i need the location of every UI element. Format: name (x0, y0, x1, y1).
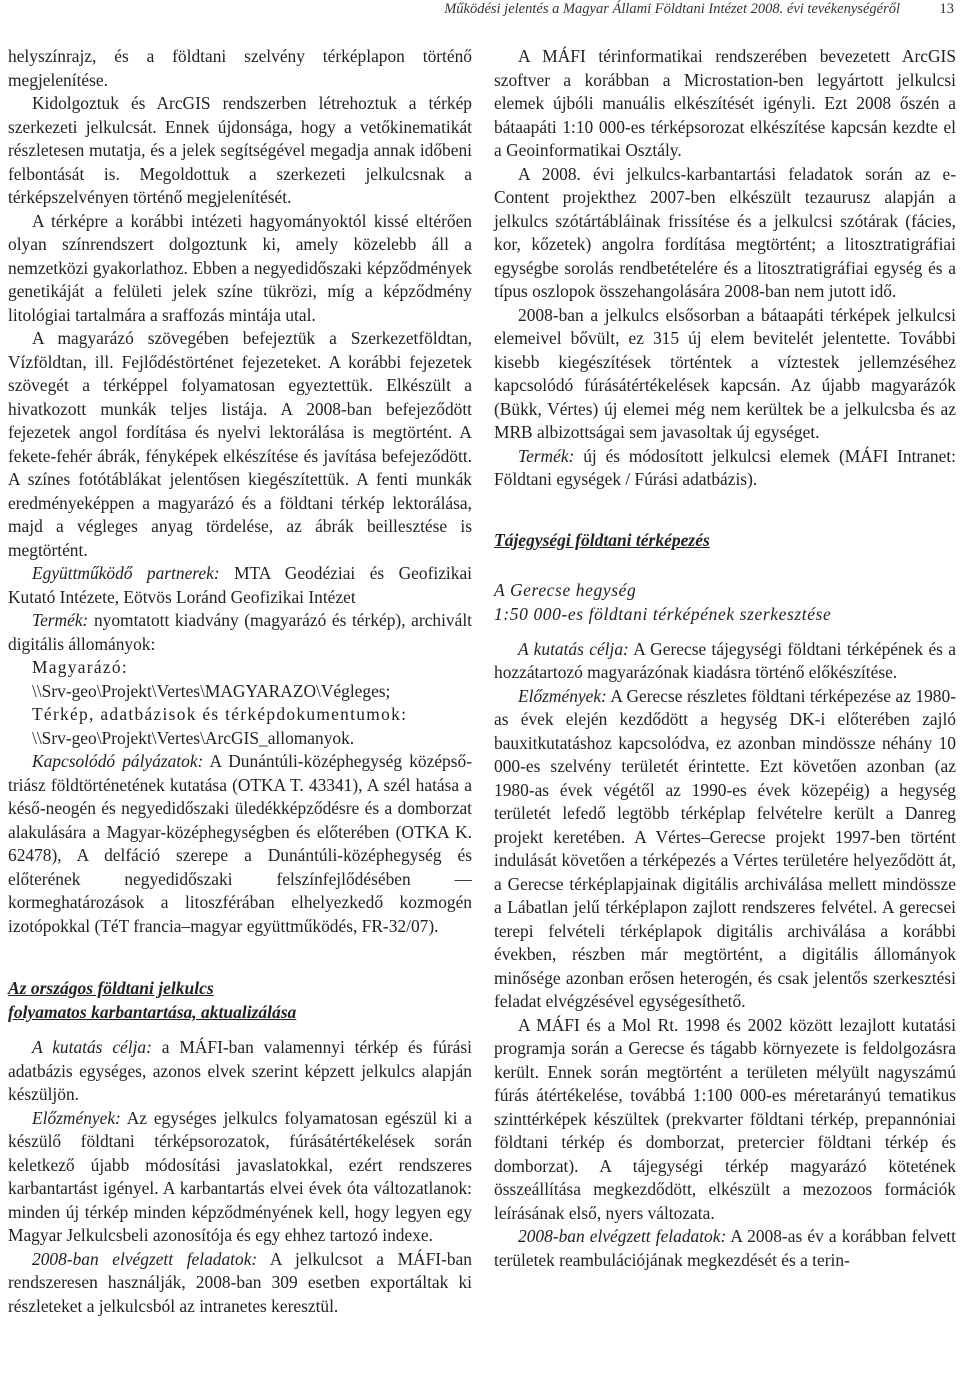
magyarazo-label: Magyarázó: (32, 657, 129, 677)
aim-paragraph (494, 638, 956, 685)
terkep-path: \\Srv-geo\Projekt\Vertes\ArcGIS_allomanyok. (32, 727, 355, 748)
grants-paragraph (8, 750, 472, 938)
aim-text: A Gerecse tájegységi földtani térképének és a hozzátartozó magyarázónak kiadásra történő előkészítése. (494, 638, 957, 682)
antecedents-paragraph (8, 1107, 472, 1248)
antecedents-text: A Gerecse részletes földtani térképezése az 1980-as évek elején kezdődött a hegység DK-i előterében zajló bauxitkutatáshoz kapcsolódva, ez azonban mindössze néhány 10 000-es szelvény területét érintette. Ezt követően azonban (az 1980-as évek végétől az 1990-es évek közepéig) a hegység területét lefedő legtöbb térképlap felvételre került a Danreg projekt keretében. A Vértes–Gerecse projekt 1997-ben történt indulását követően a térképezés a Vértes területére helyeződött át, a Gerecse térképlapjainak digitális archiválása mellett mindössze a Lábatlan jelű térképlapon zajlott rendszeres felvétel. A gerecsei terepi felvételi térképlapok digitális archiválása a korábbi években, részben már megtörtént, a digitális állományok minősége azonban erősen heterogén, és csak jelentős szerkesztési feladat elvégzésével egységesíthető. (494, 685, 956, 1011)
terkep-label: Térkép, adatbázisok és térképdokumentumok: (32, 704, 408, 724)
product-label: Termék: (518, 445, 575, 466)
paragraph: Kidolgoztuk és ArcGIS rendszerben létrehoztuk a térkép szerkezeti jelkulcsát. Ennek újdonsága, hogy a vetőkinematikát részletesen mutatja, és a jelek segítségével megadja annak időbeni felbontását is. Megoldottuk a szerkezeti jelkulcsnak a térképszelvényen történő megjelenítését. (8, 93, 472, 207)
tasks-label: 2008-ban elvégzett feladatok: (32, 1248, 258, 1269)
paragraph: 2008-ban a jelkulcs elsősorban a bátaapáti térképek jelkulcsi elemeivel bővült, ez 315 új elem bevitelét jelentette. További kisebb kiegészítések történtek a víztestek jellemzéséhez kapcsolódó fúrásátértékelések kapcsán. Az újabb magyarázók (Bükk, Vértes) új elemei még nem kerültek be a jelkulcsba és az MRB albizottságai sem javasoltak új egységet. (494, 304, 956, 442)
partners-paragraph (8, 562, 472, 609)
aim-paragraph (8, 1036, 472, 1107)
antecedents-label: Előzmények: (518, 685, 607, 706)
antecedents-paragraph (494, 685, 956, 1014)
paragraph: A MÁFI térinformatikai rendszerében bevezetett ArcGIS szoftver a korábban a Microstation-ben legyártott jelkulcsi elemek újbóli manuális elkészítését igényli. Ezt 2008 őszén a bátaapáti 1:10 000-es térképsorozat elkészítése kapcsán kezdte el a Geoinformatikai Osztály. (494, 46, 956, 160)
product-paragraph (494, 445, 956, 492)
aim-text: a MÁFI-ban valamennyi térkép és fúrási adatbázis egységes, azonos elvek szerint képzett jelkulcs alapján készüljön. (8, 1037, 472, 1104)
antecedents-text: Az egységes jelkulcs folyamatosan egészül ki a készülő földtani térképsorozatok, fúrásátértékelések során keletkező újabb módosítási javaslatokkal, ezért rendszeres karbantartást igényel. A karbantartás elvei évek óta változatlanok: minden új térkép minden képződményének kell, hogy legyen egy Magyar Jelkulcsbeli azonosítója és egy ehhez tartozó indexe. (8, 1107, 472, 1245)
paragraph: A térképre a korábbi intézeti hagyományoktól kissé eltérően olyan színrendszert dolgoztunk ki, amely közelebb áll a nemzetközi gyakorlathoz. Ebben a negyedidőszaki képződmények genetikáját a felületi jelek színe tükrözi, míg a képződmény litológiai tartalmára a sraffozás mintája utal. (8, 210, 472, 325)
paragraph: A 2008. évi jelkulcs-karbantartási feladatok során az e-Content projekthez 2007-ben elkészült tezaurusz alapján a jelkulcs szótártábláinak frissítése és a jelkulcsi szótárak (fácies, kor, kőzetek) angolra fordítása megtörtént; a litosztratigráfiai egységbe sorolás rendbetételére és a litosztratigráfiai egység és a típus oszlopok összehangolására 2008-ban nem jutott idő. (494, 163, 956, 301)
section-heading: Tájegységi földtani térképezés (494, 529, 710, 550)
paragraph: A MÁFI és a Mol Rt. 1998 és 2002 között lezajlott kutatási programja során a Gerecse és tágabb környezete is feldolgozásra került. Ennek során megtörtént a területen mélyült nagyszámú fúrás átértékelése, továbbá 1:100 000-es méretarányú tematikus szinttérképek készültek (prekvarter földtani térkép, prepannóniai földtani térkép és domborzat, pretercier földtani térkép és domborzat). A tájegységi térkép magyarázó kötetének összeállítása megkezdődött, elkészült a mezozoos formációk leírásának első, nyers változata. (494, 1014, 956, 1223)
tasks-label: 2008-ban elvégzett feladatok: (518, 1226, 727, 1246)
grants-text: A Dunántúli-középhegység középső-triász földtörténetének kutatása (OTKA T. 43341), A szél hatása a késő-neogén és negyedidőszaki üledékképződésre és a domborzat alakulására a Magyar-középhegységben és előterében (OTKA K. 62478), A delfáció szerepe a Dunántúli-középhegység és előterének negyedidőszaki felszínfejlődésében — kormeghatározások a litoszférában elhelyezkedő kozmogén izotópokkal (TéT francia–magyar együttműködés, FR-32/07). (8, 751, 472, 936)
product-text: nyomtatott kiadvány (magyarázó és térkép), archivált digitális állományok: (8, 610, 472, 654)
partners-text: MTA Geodéziai és Geofizikai Kutató Intézete, Eötvös Loránd Geofizikai Intézet (8, 563, 472, 607)
product-text: új és módosított jelkulcsi elemek (MÁFI Intranet: Földtani egységek / Fúrási adatbázis). (494, 445, 956, 489)
partners-label: Együttműködő partnerek: (32, 563, 220, 583)
left-column (8, 45, 472, 1318)
product-paragraph (8, 609, 472, 656)
page-number: 13 (939, 1, 954, 17)
antecedents-label: Előzmények: (32, 1107, 121, 1128)
tasks-paragraph (494, 1225, 956, 1272)
running-header (0, 0, 960, 24)
section-heading-line2: folyamatos karbantartása, aktualizálása (8, 1002, 297, 1022)
magyarazo-path: \\Srv-geo\Projekt\Vertes\MAGYARAZO\Végleges; (32, 680, 391, 701)
aim-label: A kutatás célja: (32, 1037, 152, 1057)
subsection-heading-line2: 1:50 000-es földtani térképének szerkesztése (494, 603, 832, 624)
paragraph: A magyarázó szövegében befejeztük a Szerkezetföldtan, Vízföldtan, ill. Fejlődéstörténet fejezeteket. A korábbi fejezetek szövegét a térképpel folyamatosan egyeztettük. Elkészült a hivatkozott munkák teljes listája. A 2008-ban befejeződött fejezetek angol fordítása és nyelvi lektorálása is megtörtént. A fekete-fehér ábrák, fényképek elkészítése és javítása befejeződött. A színes fotótáblákat jelentősen kiegészítettük. A fenti munkák eredményeképpen a magyarázó és a földtani térkép lektorálása, majd a végleges anyag tördelése, az ábrák beillesztése is megtörtént. (8, 328, 472, 560)
section-heading-line1: Az országos földtani jelkulcs (8, 978, 214, 998)
tasks-paragraph (8, 1248, 472, 1319)
paragraph: helyszínrajz, és a földtani szelvény térképlapon történő megjelenítése. (8, 46, 472, 90)
tasks-text: A 2008-as év a korábban felvett területek reambulációjának megkezdését és a terin- (494, 1226, 956, 1270)
tasks-text: A jelkulcsot a MÁFI-ban rendszeresen használják, 2008-ban 309 esetben exportáltak ki részleteket a jelkulcsból az intranetes keresztül. (8, 1248, 472, 1316)
aim-label: A kutatás célja: (518, 638, 629, 659)
right-column (494, 45, 956, 1272)
product-label: Termék: (32, 610, 89, 630)
running-title: Működési jelentés a Magyar Állami Földtani Intézet 2008. évi tevékenységéről (444, 1, 900, 17)
subsection-heading-line1: A Gerecse hegység (494, 579, 637, 600)
grants-label: Kapcsolódó pályázatok: (32, 751, 204, 771)
